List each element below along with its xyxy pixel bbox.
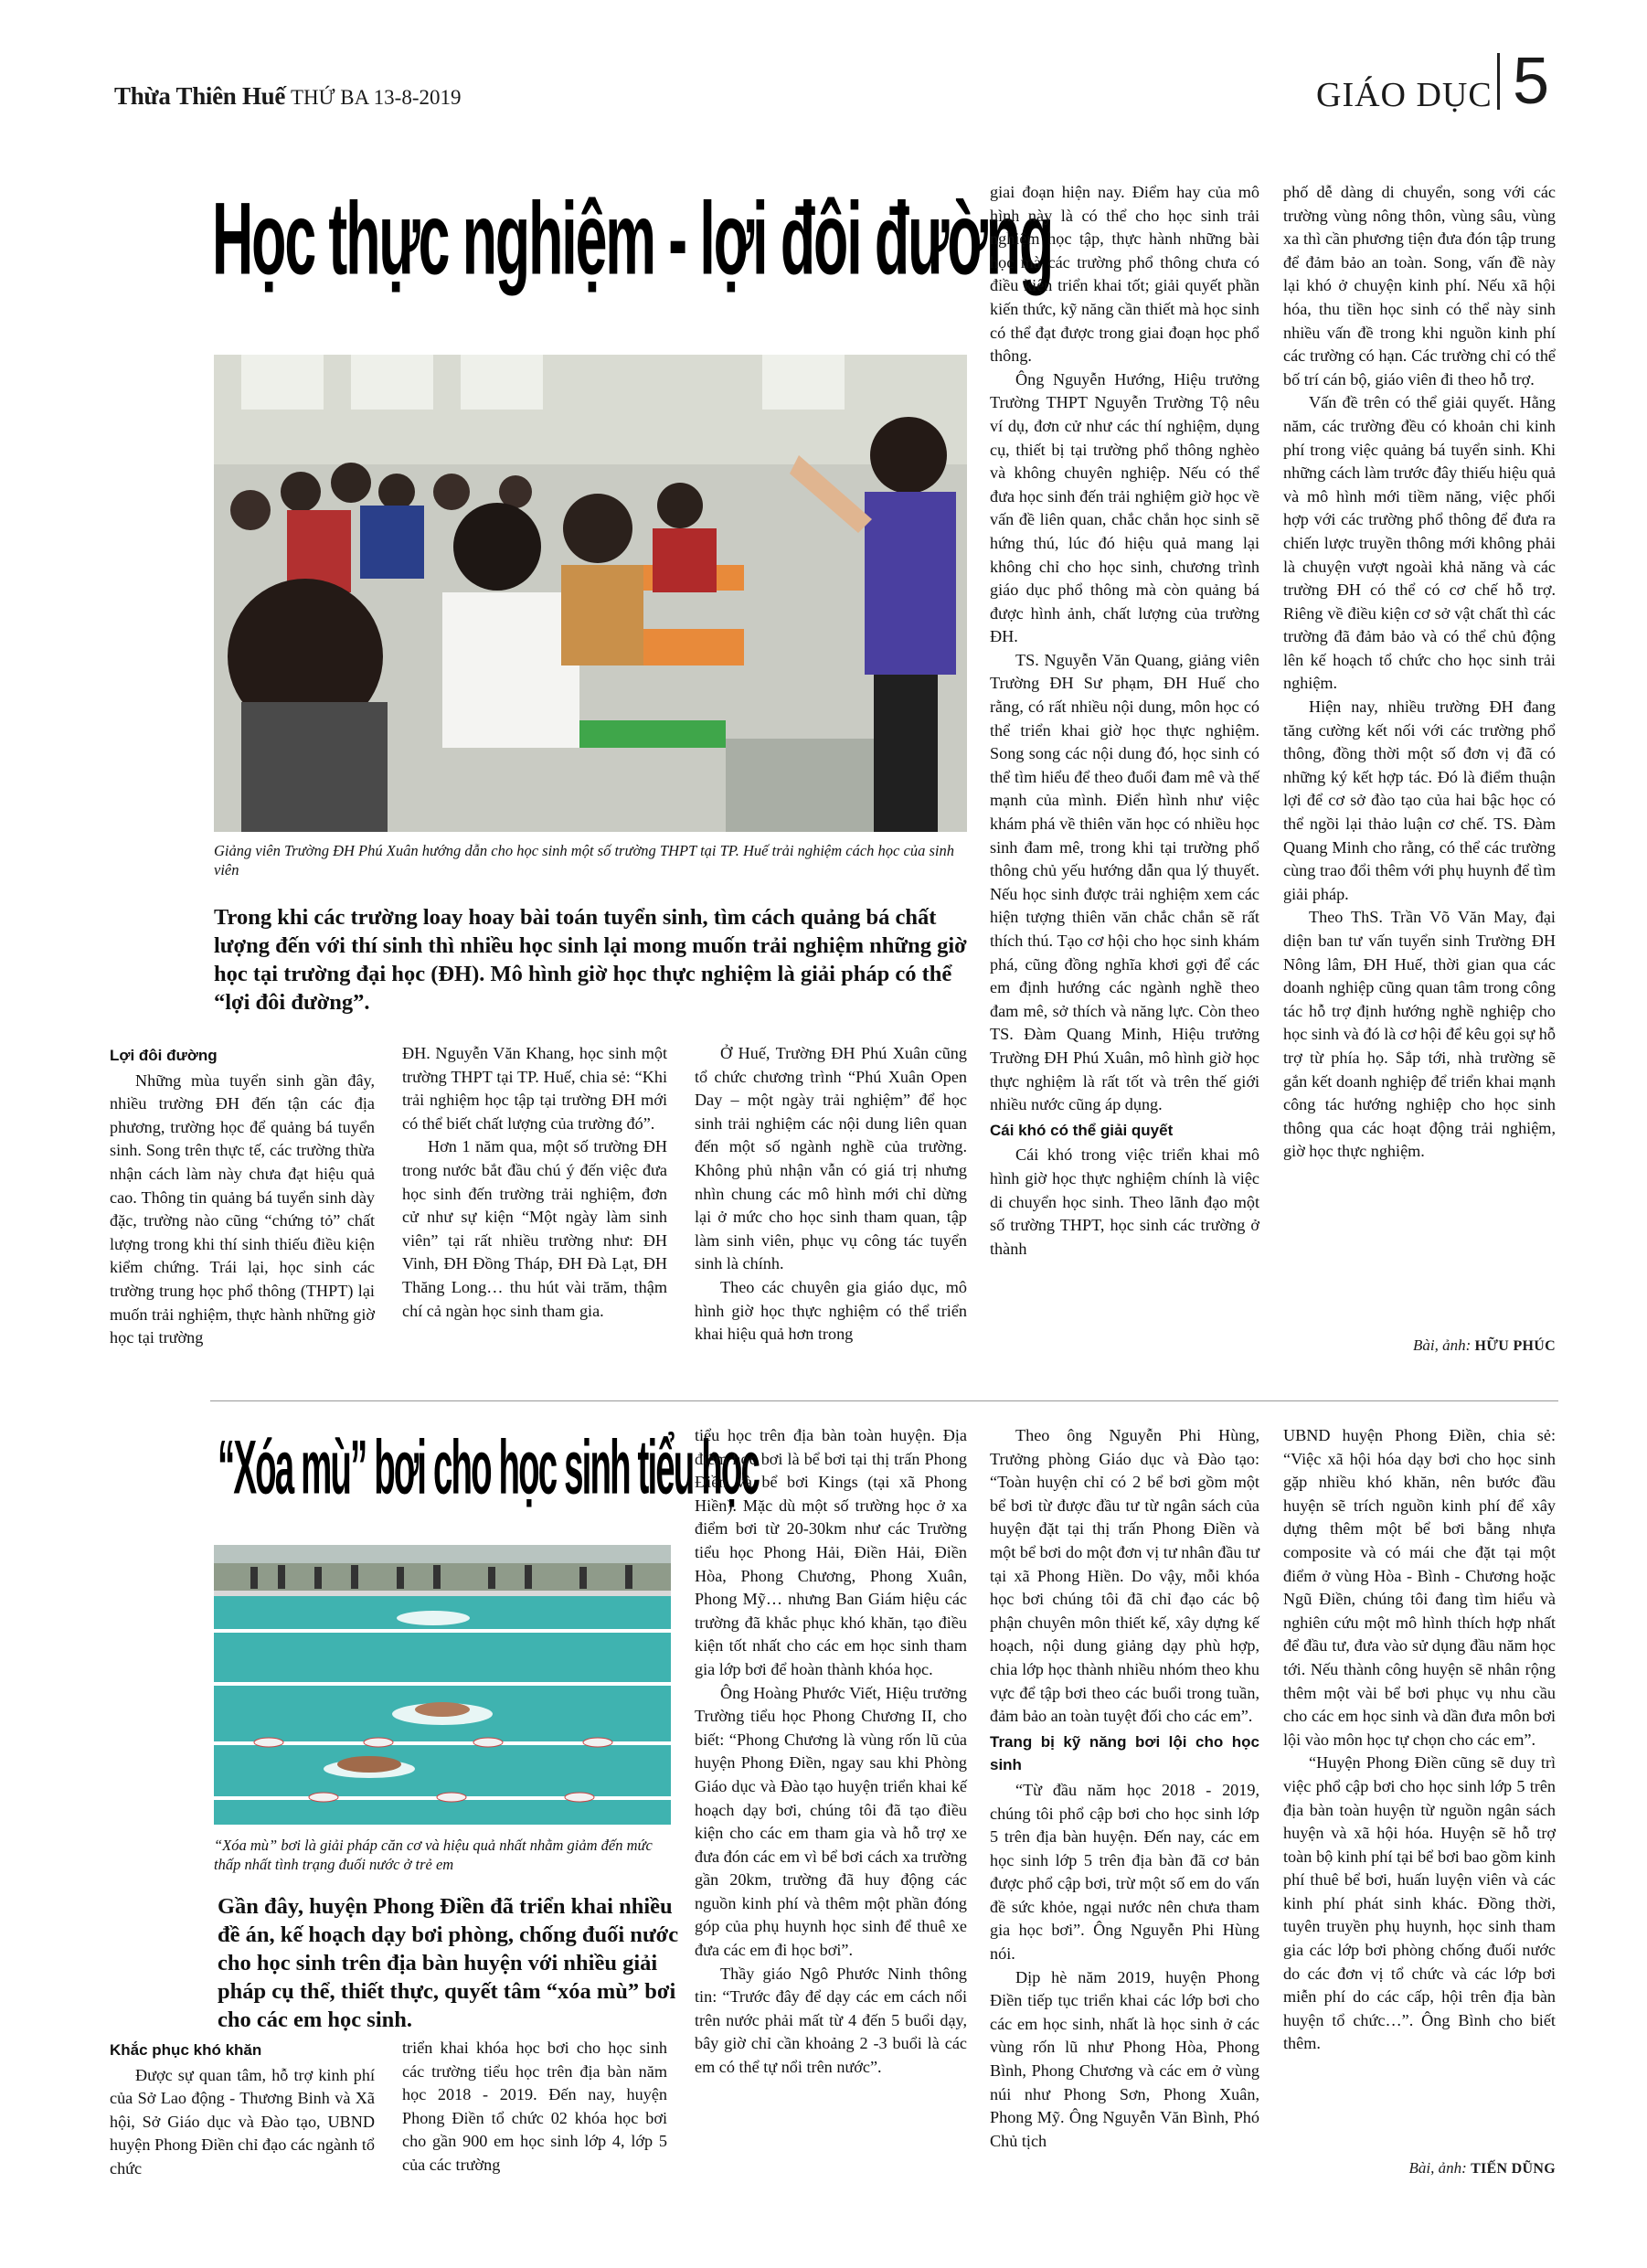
article2-column-2 [402,2037,667,2177]
header-divider [1497,53,1500,110]
article1-paragraph: Ông Nguyễn Hướng, Hiệu trưởng Trường THPT Nguyễn Trường Tộ nêu ví dụ, đơn cử như các thí nghiệm, dụng cụ, thiết bị tại trường phổ thông nghèo và không chuyên nghiệp. Nếu có thể đưa học sinh đến trải nghiệm giờ học về vấn đề liên quan, chắc chắn học sinh sẽ hứng thú, lúc đó hiệu quả mang lại không chỉ cho học sinh, chương trình giáo dục phổ thông mà còn quảng bá được hình ảnh, chất lượng của trường ĐH. [990,369,1259,646]
article1-paragraph: ĐH. Nguyễn Văn Khang, học sinh một trường THPT tại TP. Huế, chia sẻ: “Khi trải nghiệm học tập tại trường ĐH mới có thể biết chất lượng của trường đó”. [402,1044,667,1133]
page-number: 5 [1513,45,1550,118]
article2-lead: Gần đây, huyện Phong Điền đã triển khai nhiều đề án, kế hoạch dạy bơi phòng, chống đuối nước cho học sinh trên địa bàn huyện với nhiều giải pháp cụ thể, thiết thực, quyết tâm “xóa mù” bơi cho các em học sinh. [218,1894,679,2032]
article1-byline [1283,1336,1556,1355]
issue-date: THỨ BA 13-8-2019 [291,86,462,109]
article2-photo [214,1545,671,1825]
article-separator [210,1400,1558,1401]
article1-paragraph: Theo ThS. Trần Võ Văn May, đại diện ban tư vấn tuyển sinh Trường ĐH Nông lâm, ĐH Huế, thời gian qua các doanh nghiệp cũng quan tâm trong công tác hỗ trợ định hướng nghề nghiệp cho học sinh và đó là cơ hội để kêu gọi sự hỗ trợ từ phía họ. Sắp tới, nhà trường sẽ gắn kết doanh nghiệp để triển khai mạnh công tác hướng nghiệp cho học sinh thông qua các hoạt động trải nghiệm, giờ học thực nghiệm. [1283,908,1556,1161]
byline-author: HỮU PHÚC [1474,1338,1556,1354]
article2-photo-caption: “Xóa mù” bơi là giải pháp căn cơ và hiệu quả nhất nhằm giảm đến mức thấp nhất tình trạng đuối nước ở trẻ em [214,1837,653,1873]
article2-paragraph: tiểu học trên địa bàn toàn huyện. Địa điểm học bơi là bể bơi tại thị trấn Phong Điền và bể bơi Kings (tại xã Phong Hiền). Mặc dù một số trường học ở xa điểm bơi từ 20-30km như các Trường tiểu học Phong Hải, Điền Hải, Điền Hòa, Phong Chương, Phong Xuân, Phong Mỹ… nhưng Ban Giám hiệu các trường đã khắc phục khó khăn, tạo điều kiện tốt nhất cho các em học sinh tham gia lớp bơi để hoàn thành khóa học. [695,1426,967,1678]
article2-column-3 [695,1424,967,2080]
article2-paragraph: Theo ông Nguyễn Phi Hùng, Trưởng phòng Giáo dục và Đào tạo: “Toàn huyện chỉ có 2 bể bơi gồm một bể bơi từ được đầu tư từ ngân sách của huyện đặt tại thị trấn Phong Điền và một bể bơi do một đơn vị tư nhân đầu tư tại xã Phong Hiền. Do vậy, mỗi khóa học bơi chúng tôi đã chỉ đạo các bộ phận chuyên môn thiết kế, xây dựng kế hoạch, nội dung giảng dạy phù hợp, chia lớp học thành nhiều nhóm theo khu vực để tập bơi theo các buổi trong tuần, đảm bảo an toàn tuyệt đối cho các em”. [990,1426,1259,1726]
classroom-photo-image [214,355,967,832]
article1-column-2 [402,1042,667,1323]
article1-photo [214,355,967,832]
article1-paragraph: Vấn đề trên có thể giải quyết. Hằng năm, các trường đều có khoản chi kinh phí trong việc quảng bá tuyển sinh. Khi những cách làm trước đây thiếu hiệu quả và mô hình mới tiềm năng, việc phối hợp với các trường phổ thông để đưa ra chiến lược truyền thông mới không phải là chuyện vượt ngoài khả năng và các trường ĐH có thể có cơ chế hỗ trợ. Riêng về điều kiện cơ sở vật chất thì các trường đã đảm bảo và có thể chủ động lên kế hoạch tổ chức cho học sinh trải nghiệm. [1283,393,1556,693]
article2-title: “Xóa mù” bơi cho học sinh tiểu học [218,1425,759,1511]
article1-subhead-2: Cái khó có thể giải quyết [990,1121,1174,1139]
article1-paragraph: Cái khó trong việc triển khai mô hình giờ học thực nghiệm chính là việc di chuyển học sinh. Theo lãnh đạo một số trường THPT, học sinh các trường ở thành [990,1145,1259,1258]
byline-prefix: Bài, ảnh: [1413,1336,1472,1354]
article1-lead: Trong khi các trường loay hoay bài toán tuyển sinh, tìm cách quảng bá chất lượng đến với thí sinh thì nhiều học sinh lại mong muốn trải nghiệm những giờ học tại trường đại học (ĐH). Mô hình giờ học thực nghiệm là giải pháp có thể “lợi đôi đường”. [214,905,967,1015]
byline-author: TIẾN DŨNG [1471,2161,1556,2177]
article2-paragraph: Ông Hoàng Phước Viết, Hiệu trưởng Trường tiểu học Phong Chương II, cho biết: “Phong Chương là vùng rốn lũ của huyện Phong Điền, ngay sau khi Phòng Giáo dục và Đào tạo huyện triển khai kế hoạch dạy bơi, chúng tôi đã tạo điều kiện cho các em tham gia và hỗ trợ xe đưa đón các em vì bể bơi cách xa trường gần 20km, trường đã huy động các nguồn kinh phí và thêm một phần đóng góp của phụ huynh học sinh để thuê xe đưa các em đi học bơi”. [695,1683,967,1960]
article2-column-5 [1283,1424,1556,2056]
article2-byline [1283,2159,1556,2177]
article2-paragraph: UBND huyện Phong Điền, chia sẻ: “Việc xã hội hóa dạy bơi cho học sinh gặp nhiều khó khăn, nên bước đầu huyện sẽ trích nguồn kinh phí để xây dựng thêm một bể bơi bằng nhựa composite và có mái che đặt tại một điểm ở vùng Hòa - Bình - Chương hoặc Ngũ Điền, chúng tôi đang tìm hiểu và nghiên cứu một mô hình thích hợp nhất để đầu tư, đưa vào sử dụng đầu năm học tới. Nếu thành công huyện sẽ nhân rộng thêm một vài bể bơi phục vụ nhu cầu cho các em học sinh và dần đưa môn bơi lội vào môn học tự chọn cho các em”. [1283,1426,1556,1749]
article2-paragraph: Được sự quan tâm, hỗ trợ kinh phí của Sở Lao động - Thương Binh và Xã hội, Sở Giáo dục và Đào tạo, UBND huyện Phong Điền chỉ đạo các ngành tổ chức [110,2065,375,2177]
article1-paragraph: Hơn 1 năm qua, một số trường ĐH trong nước bắt đầu chú ý đến việc đưa học sinh đến trường trải nghiệm, đơn cử như sự kiện “Một ngày làm sinh viên” tại rất nhiều trường như: ĐH Vinh, ĐH Đồng Tháp, ĐH Đà Lạt, ĐH Thăng Long… thu hút vài trăm, thậm chí cả ngàn học sinh tham gia. [402,1137,667,1320]
article1-paragraph: Ở Huế, Trường ĐH Phú Xuân cũng tổ chức chương trình “Phú Xuân Open Day – một ngày trải nghiệm” để học sinh trải nghiệm các nội dung liên quan đến một số ngành nghề của trường. Không phủ nhận vẫn có giá trị nhưng nhìn chung các mô hình mới chỉ dừng lại ở mức cho học sinh tham quan, tập làm sinh viên, phục vụ công tác tuyển sinh là chính. [695,1044,967,1273]
article2-paragraph: Dịp hè năm 2019, huyện Phong Điền tiếp tục triển khai các lớp bơi cho các em học sinh, nhất là học sinh ở các vùng rốn lũ như Phong Hòa, Phong Bình, Phong Chương và các em ở vùng núi như Phong Sơn, Phong Xuân, Phong Mỹ. Ông Nguyễn Văn Bình, Phó Chủ tịch [990,1967,1259,2150]
article1-subhead-1: Lợi đôi đường [110,1047,218,1064]
article2-paragraph: triển khai khóa học bơi cho học sinh các trường tiểu học trên địa bàn năm học 2018 - 2019. Đến nay, huyện Phong Điền tổ chức 02 khóa học bơi cho gần 900 em học sinh lớp 4, lớp 5 của các trường [402,2039,667,2174]
article2-paragraph: Thầy giáo Ngô Phước Ninh thông tin: “Trước đây để dạy các em cách nổi trên nước phải mất từ 4 đến 5 buổi dạy, bây giờ chỉ cần khoảng 2 -3 buổi là các em có thể tự nổi trên nước”. [695,1964,967,2077]
byline-prefix: Bài, ảnh: [1408,2159,1467,2177]
section-name: GIÁO DỤC [1316,76,1493,114]
article2-column-1 [110,2037,375,2181]
article1-column-5 [1283,181,1556,1164]
article2-paragraph: “Huyện Phong Điền cũng sẽ duy trì việc phổ cập bơi cho học sinh lớp 5 trên địa bàn toàn huyện từ nguồn ngân sách huyện và xã hội hóa. Huyện sẽ hỗ trợ toàn bộ kinh phí tại bể bơi bao gồm kinh phí thuê bể bơi, huấn luyện viên và các kinh phí phát sinh khác. Đồng thời, tuyên truyền phụ huynh, học sinh tham gia các lớp bơi phòng chống đuối nước do các đơn vị tổ chức và các lớp bơi miễn phí do các cấp, hội trên địa bàn huyện tổ chức…”. Ông Bình cho biết thêm. [1283,1753,1556,2053]
article1-photo-caption: Giảng viên Trường ĐH Phú Xuân hướng dẫn cho học sinh một số trường THPT tại TP. Huế trải nghiệm cách học của sinh viên [214,842,954,878]
article1-column-1 [110,1042,375,1350]
article1-paragraph: giai đoạn hiện nay. Điểm hay của mô hình này là có thể cho học sinh trải nghiệm học tập, thực hành những bài học mà các trường phổ thông chưa có điều kiện triển khai tốt; giải quyết phần kiến thức, kỹ năng cần thiết mà học sinh có thể đạt được trong giai đoạn học phổ thông. [990,183,1259,366]
article1-paragraph: Những mùa tuyển sinh gần đây, nhiều trường ĐH đến tận các địa phương, trường học để quảng bá tuyển sinh. Song trên thực tế, các trường thừa nhận cách làm này chưa đạt hiệu quả cao. Thông tin quảng bá tuyển sinh dày đặc, trường nào cũng “chứng tỏ” chất lượng trong khi thí sinh thiếu điều kiện kiểm chứng. Trái lại, học sinh các trường trung học phổ thông (THPT) lại muốn trải nghiệm, thực hành những giờ học tại trường [110,1070,375,1347]
article2-subhead-1: Khắc phục khó khăn [110,2041,262,2059]
article1-paragraph: TS. Nguyễn Văn Quang, giảng viên Trường ĐH Sư phạm, ĐH Huế cho rằng, có rất nhiều nội dung, môn học có thể triển khai giờ học thực nghiệm. Song song các nội dung đó, học sinh có thể tìm hiểu để theo đuổi đam mê và thế mạnh của mình. Điển hình như việc khám phá về thiên văn học có nhiều học sinh đam mê, trong khi tại trường phổ thông chủ yếu hướng dẫn qua lý thuyết. Nếu học sinh được trải nghiệm xem các hiện tượng thiên văn chắc chắn sẽ rất thích thú. Tạo cơ hội cho học sinh khám phá, cũng đồng nghĩa khơi gợi để các em định hướng các ngành nghề theo đam mê, sở thích và năng lực. Còn theo TS. Đàm Quang Minh, Hiệu trưởng Trường ĐH Phú Xuân, mô hình giờ học thực nghiệm là rất tốt và trên thế giới nhiều nước cũng áp dụng. [990,650,1259,1114]
article2-paragraph: “Từ đầu năm học 2018 - 2019, chúng tôi phổ cập bơi cho học sinh lớp 5 trên địa bàn huyện. Đến nay, các em học sinh lớp 5 trên địa bàn đã cơ bản được phổ cập bơi, trừ một số em do vấn đề sức khỏe, ngại nước nên chưa tham gia học bơi”. Ông Nguyễn Phi Hùng nói. [990,1780,1259,1964]
article1-paragraph: Hiện nay, nhiều trường ĐH đang tăng cường kết nối với các trường phổ thông, đồng thời một số đơn vị đã có những ký kết hợp tác. Đó là điểm thuận lợi để cơ sở đào tạo của hai bậc học có thể ngồi lại thảo luận cơ chế. TS. Đàm Quang Minh cho rằng, có thể các trường cùng trao đổi thêm với phụ huynh để tìm giải pháp. [1283,697,1556,903]
article1-column-3 [695,1042,967,1347]
article2-subhead-2: Trang bị kỹ năng bơi lội cho học sinh [990,1732,1259,1774]
article1-paragraph: Theo các chuyên gia giáo dục, mô hình giờ học thực nghiệm có thể triển khai hiệu quả hơn trong [695,1277,967,1344]
article1-column-4 [990,181,1259,1261]
article1-paragraph: phố dễ dàng di chuyển, song với các trường vùng nông thôn, vùng sâu, vùng xa thì cần phương tiện đưa đón tập trung để đảm bảo an toàn. Song, vấn đề này lại khó ở chuyện kinh phí. Nếu xã hội hóa, thu tiền học sinh có thể này sinh nhiều vấn đề trong khi nguồn kinh phí các trường có hạn. Các trường chỉ có thể bố trí cán bộ, giáo viên đi theo hỗ trợ. [1283,183,1556,389]
article1-title: Học thực nghiệm - lợi đôi đường [212,182,1053,296]
swimming-pool-photo-image [214,1545,671,1825]
article2-column-4 [990,1424,1259,2153]
publication-name: Thừa Thiên Huế [114,82,286,110]
